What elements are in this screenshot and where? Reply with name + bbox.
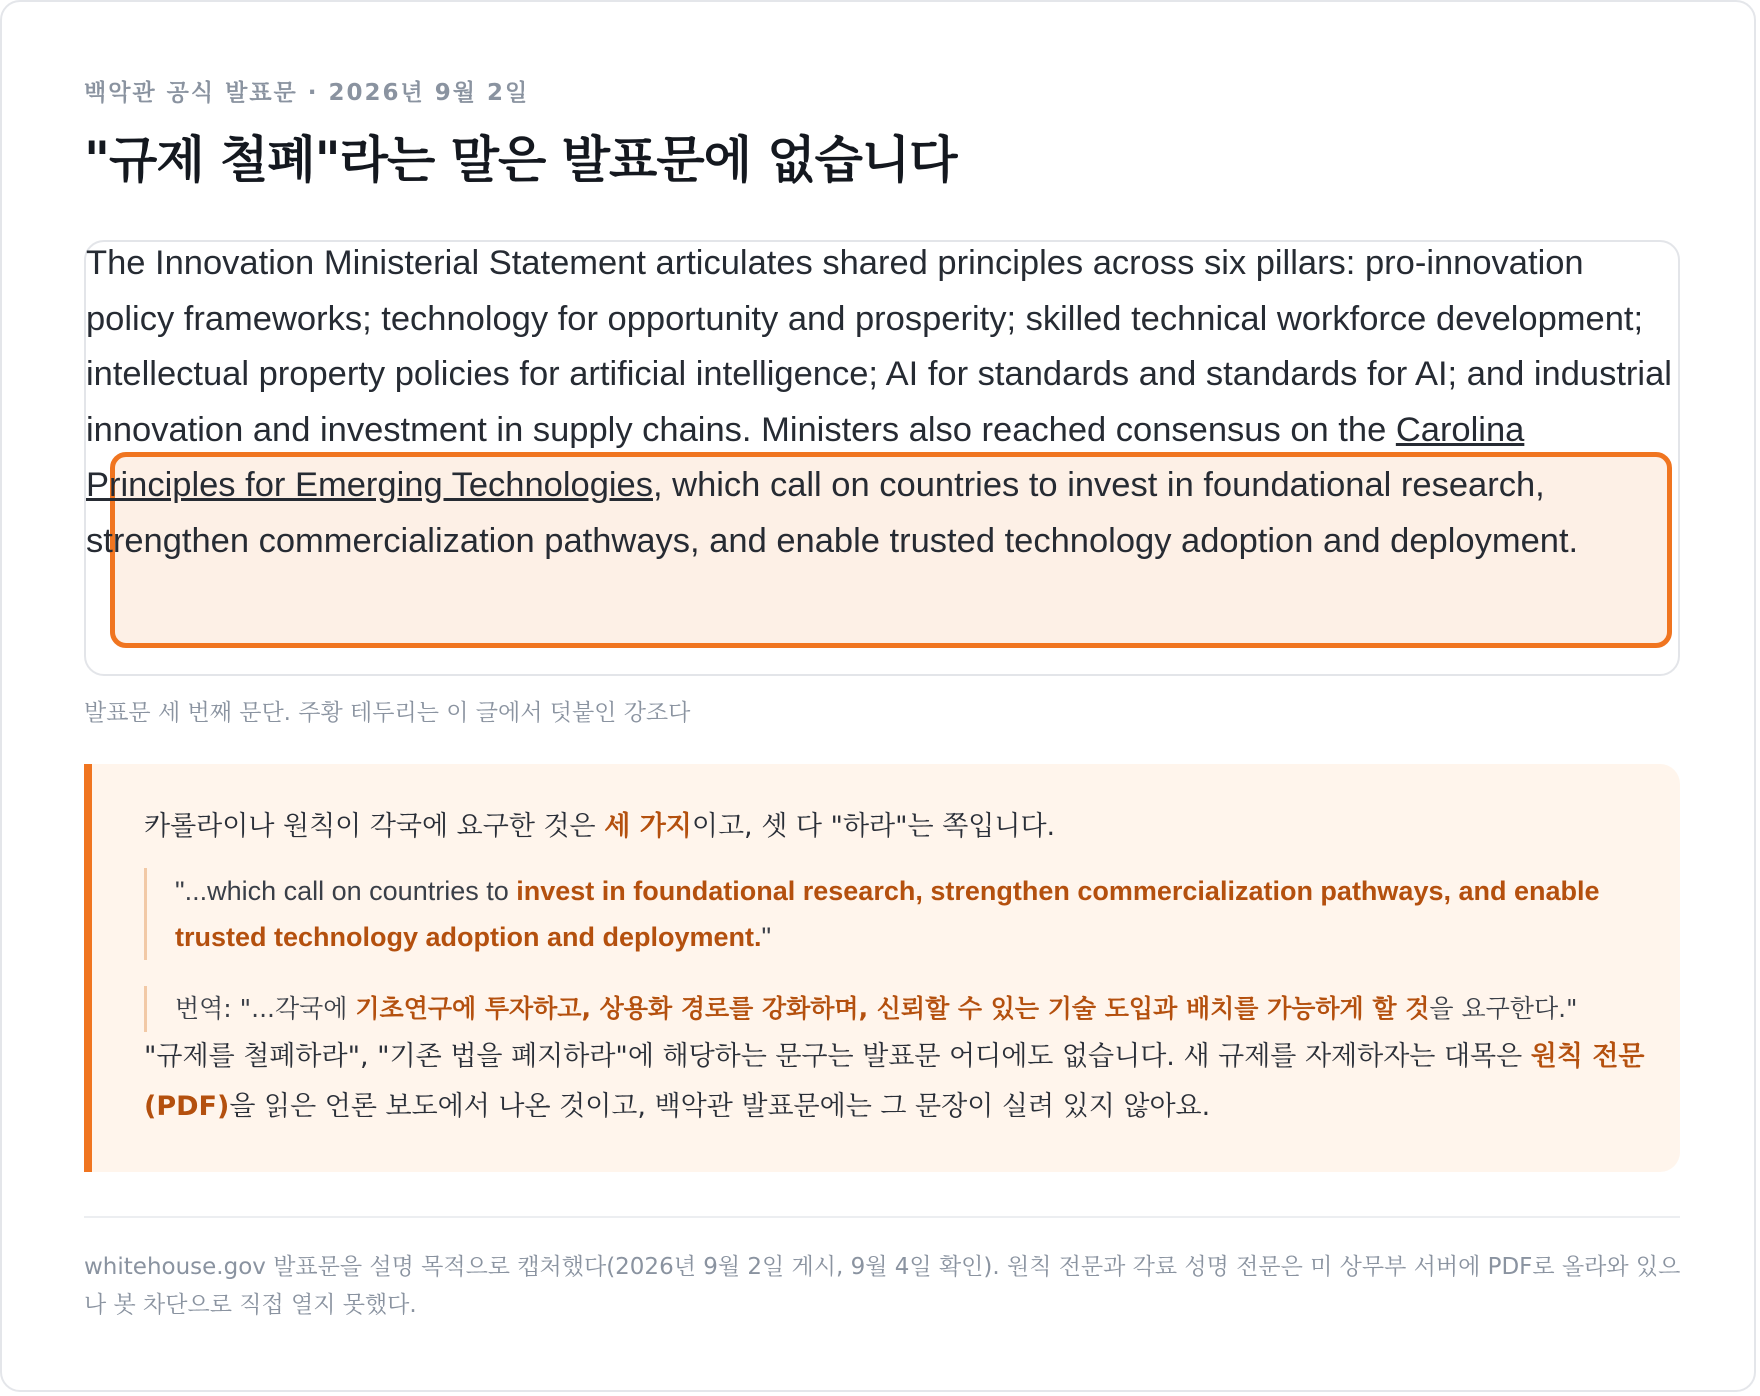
page-title: "규제 철폐"라는 말은 발표문에 없습니다 [84,131,957,189]
source-dateline: 백악관 공식 발표문 · 2026년 9월 2일 [84,80,530,106]
statement-excerpt-text [86,236,1676,569]
english-quote-prefix: "...which call on countries to [175,876,517,906]
excerpt-caption: 발표문 세 번째 문단. 주황 테두리는 이 글에서 덧붙인 강조다 [84,700,691,726]
callout-body-tail: 을 읽은 언론 보도에서 나온 것이고, 백악관 발표문에는 그 문장이 실려 있지 않아요. [229,1091,1211,1122]
english-quote [144,868,1675,960]
english-quote-suffix: " [761,922,772,952]
excerpt-text-before-link: The Innovation Ministerial Statement articulates shared principles across six pillars: pro-innovation policy frameworks; technology for opportunity and prosperity; skilled technical workforce development; intellectual property policies for artificial intelligence; AI for standards and standards for AI; and industrial innovation and investment in supply chains. Ministers also reached consensus on the [86,244,1672,449]
footer-divider [84,1216,1680,1218]
callout-lead-tail: 이고, 셋 다 "하라"는 쪽입니다. [691,811,1056,842]
callout-body-text: "규제를 철폐하라", "기존 법을 폐지하라"에 해당하는 문구는 발표문 어디에도 없습니다. 새 규제를 자제하자는 대목은 [144,1041,1531,1072]
translation-suffix: 을 요구한다." [1429,994,1578,1023]
callout-lead [144,804,1055,843]
principles-pdf-link[interactable]: 원칙 전문 (PDF) [144,1041,1645,1122]
analysis-callout [84,764,1680,1172]
callout-lead-text: 카롤라이나 원칙이 각국에 요구한 것은 [144,811,605,842]
translation-quote-text [175,986,1675,1032]
translation-quote [144,986,1675,1032]
callout-lead-emphasis: 세 가지 [604,811,692,842]
callout-body [144,1032,1664,1132]
translation-emphasis: 기초연구에 투자하고, 상용화 경로를 강화하며, 신뢰할 수 있는 기술 도입과 배치를 가능하게 할 것 [355,994,1430,1023]
footer-note: whitehouse.gov 발표문을 설명 목적으로 캡처했다(2026년 9월 2일 게시, 9월 4일 확인). 원칙 전문과 각료 성명 전문은 미 상무부 서버에 PDF로 올라와 있으나 봇 차단으로 직접 열지 못했다. [84,1254,1681,1318]
translation-prefix: 번역: "...각국에 [175,994,356,1023]
english-quote-emphasis: invest in foundational research, strengthen commercialization pathways, and enable trusted technology adoption and deployment. [175,876,1600,952]
excerpt-text-after-link: , which call on countries to invest in foundational research, strengthen commercialization pathways, and enable trusted technology adoption and deployment. [86,466,1579,560]
carolina-principles-link[interactable]: Carolina Principles for Emerging Technologies [86,410,1525,504]
english-quote-text [175,868,1675,960]
